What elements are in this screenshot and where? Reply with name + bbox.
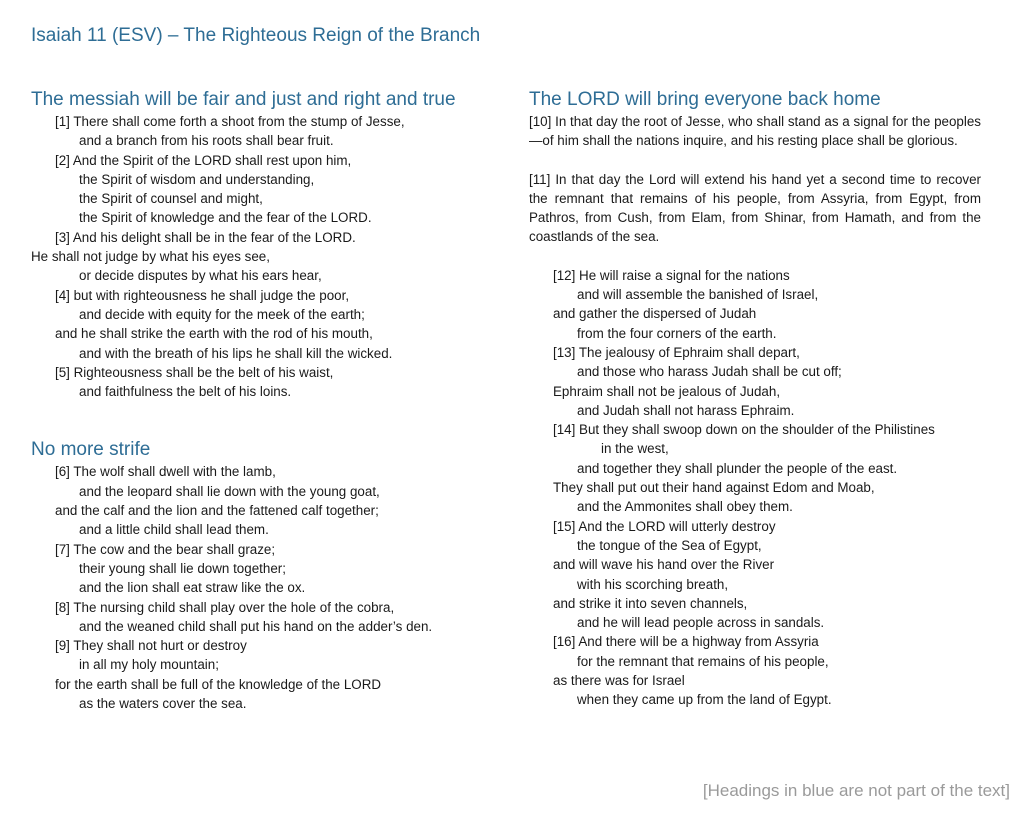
verse-line: in the west, xyxy=(601,441,669,457)
verse-line: as there was for Israel xyxy=(553,673,685,689)
verses-12-16 xyxy=(529,266,981,710)
section-heading-no-more-strife: No more strife xyxy=(31,439,151,461)
verse-line: He shall not judge by what his eyes see, xyxy=(31,249,270,265)
verse-line: with his scorching breath, xyxy=(577,576,729,592)
verse-line: and the weaned child shall put his hand on the adder’s den. xyxy=(79,618,433,634)
verse-line: their young shall lie down together; xyxy=(79,560,286,576)
verse-line: and a little child shall lead them. xyxy=(79,522,269,538)
verses-6-9 xyxy=(31,462,501,713)
verse-line: the Spirit of knowledge and the fear of the LORD. xyxy=(79,210,372,226)
verse-line: [2] And the Spirit of the LORD shall rest upon him, xyxy=(55,152,352,168)
verse-line: and the Ammonites shall obey them. xyxy=(577,499,793,515)
verse-line: [1] There shall come forth a shoot from the stump of Jesse, xyxy=(55,114,405,129)
verse-paragraph-11: [11] In that day the Lord will extend his hand yet a second time to recover the remnant that remains of his people, from Assyria, from Egypt, from Pathros, from Cush, from Elam, from Shinar, from Hamath, and from the coastlands of the sea. xyxy=(529,171,981,245)
verse-line: from the four corners of the earth. xyxy=(577,325,777,341)
verse-line: for the earth shall be full of the knowledge of the LORD xyxy=(55,676,382,692)
right-column xyxy=(529,88,981,710)
verse-line: and with the breath of his lips he shall kill the wicked. xyxy=(79,345,393,361)
verse-line: and gather the dispersed of Judah xyxy=(553,306,757,322)
verse-line: [8] The nursing child shall play over the hole of the cobra, xyxy=(55,599,395,615)
verse-line: and he will lead people across in sandals. xyxy=(577,615,825,631)
verse-line: [4] but with righteousness he shall judge the poor, xyxy=(55,287,350,303)
document-title: Isaiah 11 (ESV) – The Righteous Reign of the Branch xyxy=(31,25,481,46)
verse-line: [14] But they shall swoop down on the shoulder of the Philistines xyxy=(553,422,935,438)
verse-line: for the remnant that remains of his people, xyxy=(577,653,829,669)
verse-line: the tongue of the Sea of Egypt, xyxy=(577,537,762,553)
verse-line: and the leopard shall lie down with the young goat, xyxy=(79,483,380,499)
verse-line: in all my holy mountain; xyxy=(79,657,219,673)
verse-line: or decide disputes by what his ears hear, xyxy=(79,268,322,284)
verse-line: and will assemble the banished of Israel, xyxy=(577,287,819,303)
verse-line: and will wave his hand over the River xyxy=(553,557,775,573)
verses-1-5 xyxy=(31,112,501,401)
verse-line: [9] They shall not hurt or destroy xyxy=(55,638,247,654)
verse-line: and he shall strike the earth with the rod of his mouth, xyxy=(55,326,373,342)
verse-line: Ephraim shall not be jealous of Judah, xyxy=(553,383,781,399)
verse-line: the Spirit of counsel and might, xyxy=(79,191,263,207)
verse-line: and those who harass Judah shall be cut off; xyxy=(577,364,842,380)
verse-paragraph-10: [10] In that day the root of Jesse, who shall stand as a signal for the peoples—of him shall the nations inquire, and his resting place shall be glorious. xyxy=(529,114,981,149)
verse-line: and the calf and the lion and the fattened calf together; xyxy=(55,503,379,519)
verse-line: as the waters cover the sea. xyxy=(79,696,247,712)
verse-line: and together they shall plunder the people of the east. xyxy=(577,460,898,476)
verse-line: the Spirit of wisdom and understanding, xyxy=(79,171,315,187)
verse-line: [16] And there will be a highway from Assyria xyxy=(553,634,819,650)
section-heading-bring-home: The LORD will bring everyone back home xyxy=(529,89,881,110)
verse-line: when they came up from the land of Egypt. xyxy=(577,692,832,708)
verse-line: They shall put out their hand against Edom and Moab, xyxy=(553,480,875,496)
section-heading-messiah: The messiah will be fair and just and right and true xyxy=(31,89,456,110)
verse-line: and faithfulness the belt of his loins. xyxy=(79,384,292,400)
verse-line: [6] The wolf shall dwell with the lamb, xyxy=(55,464,276,480)
footer-note: [Headings in blue are not part of the text] xyxy=(702,781,1010,800)
verse-line: and decide with equity for the meek of the earth; xyxy=(79,306,365,322)
verse-line: and strike it into seven channels, xyxy=(553,595,748,611)
verse-line: [15] And the LORD will utterly destroy xyxy=(553,518,776,534)
verse-line: and the lion shall eat straw like the ox. xyxy=(79,580,306,596)
verse-line: [7] The cow and the bear shall graze; xyxy=(55,541,276,557)
verse-line: [3] And his delight shall be in the fear of the LORD. xyxy=(55,229,356,245)
verse-line: [13] The jealousy of Ephraim shall depart, xyxy=(553,344,800,360)
verse-line: [12] He will raise a signal for the nations xyxy=(553,267,790,283)
verse-line: [5] Righteousness shall be the belt of his waist, xyxy=(55,364,334,380)
verse-line: and a branch from his roots shall bear fruit. xyxy=(79,133,334,149)
left-column xyxy=(31,88,501,713)
verse-line: and Judah shall not harass Ephraim. xyxy=(577,402,795,418)
